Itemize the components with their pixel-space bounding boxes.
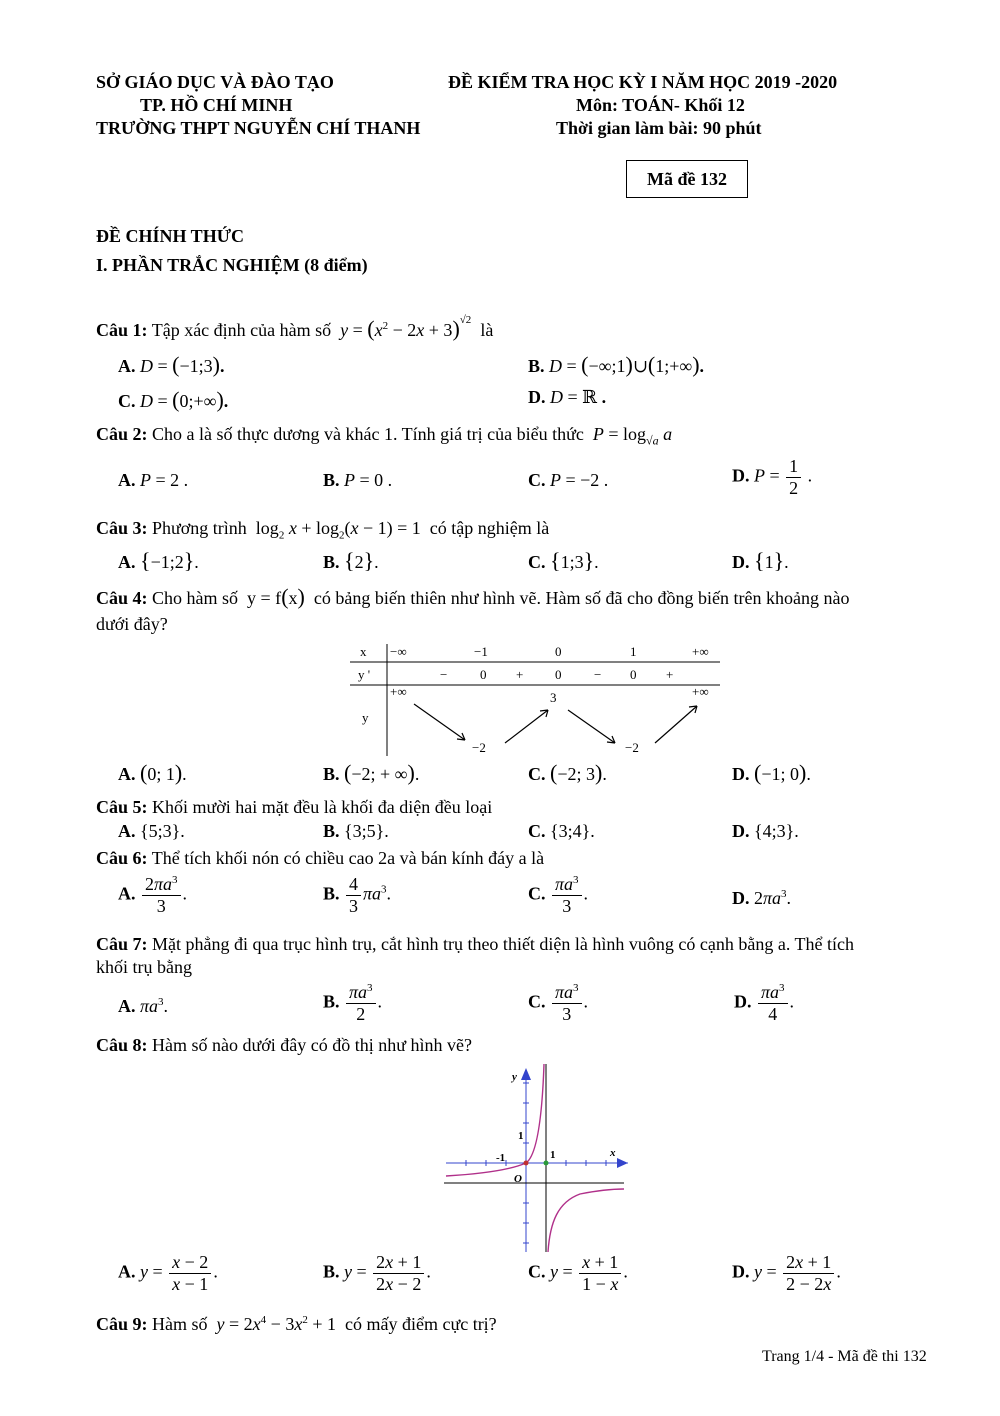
question-7: Câu 7: Mặt phẳng đi qua trục hình trụ, cắt hình trụ theo thiết diện là hình vuông có cạnh bằng a. Thể tích <box>96 934 855 954</box>
question-4-line2: dưới đây? <box>96 614 168 634</box>
graph-x1-label: 1 <box>550 1149 556 1161</box>
vt-sign-3: + <box>516 667 524 682</box>
graph-origin-label: O <box>514 1173 522 1185</box>
q6-option-d: D. $2\pi a^3$. <box>732 888 792 908</box>
vt-y-max: 3 <box>550 690 557 705</box>
question-6: Câu 6: Thể tích khối nón có chiều cao 2a và bán kính đáy a là <box>96 848 545 868</box>
vt-y-min2: −2 <box>625 740 639 755</box>
q7-option-a: A. $\pi a^3$. <box>118 996 169 1016</box>
page-footer: Trang 1/4 - Mã đề thi 132 <box>762 1348 927 1365</box>
q4-option-c: C. (−2; 3). <box>528 760 607 785</box>
vt-y-label: y <box>362 710 369 725</box>
vt-x-neginf: −∞ <box>390 644 407 659</box>
vt-sign-2: 0 <box>480 667 487 682</box>
q5-option-c: C. {3;4}. <box>528 821 595 841</box>
q8-option-d: D. y = $\frac{2x + 1}{2 - 2x}$ . <box>732 1252 841 1294</box>
q1-option-d: D. D = ℝ . <box>528 387 607 407</box>
exam-duration: Thời gian làm bài: 90 phút <box>556 118 762 138</box>
vt-y-posinf-left: +∞ <box>390 684 407 699</box>
question-2: Câu 2: Cho a là số thực dương và khác 1. Tính giá trị của biểu thức $P = \log_{√a} a$ <box>96 424 673 448</box>
q5-option-a: A. {5;3}. <box>118 821 185 841</box>
city-name: TP. HỒ CHÍ MINH <box>140 95 293 115</box>
q6-option-b: B. $\frac{4}{3}$ $\pi a^3$. <box>323 874 392 916</box>
exam-subject: Môn: TOÁN- Khối 12 <box>576 95 745 115</box>
q2-option-a: A. P = 2 . <box>118 470 189 490</box>
x-axis-arrow-icon <box>617 1158 628 1168</box>
y-axis-arrow-icon <box>521 1068 531 1080</box>
vt-sign-6: 0 <box>630 667 637 682</box>
q2-option-c: C. P = −2 . <box>528 470 609 490</box>
q5-option-d: D. {4;3}. <box>732 821 799 841</box>
vt-sign-4: 0 <box>555 667 562 682</box>
graph-y1-label: 1 <box>518 1130 524 1142</box>
official-label: ĐỀ CHÍNH THỨC <box>96 226 245 246</box>
q7-option-c: C. $\frac{\pi a^3}{3}$ . <box>528 982 589 1024</box>
vt-x-1: 1 <box>630 644 637 659</box>
q1-option-b: B. D = (−∞;1)∪(1;+∞). <box>528 352 705 377</box>
x-intercept-point-icon <box>544 1161 549 1166</box>
function-graph <box>440 1062 640 1256</box>
graph-x-label: x <box>610 1147 616 1159</box>
q3-option-a: A. {−1;2}. <box>118 548 199 573</box>
q3-option-c: C. {1;3}. <box>528 548 599 573</box>
q2-option-d: D. P = $\frac{1}{2}$ . <box>732 456 813 498</box>
graph-y-label: y <box>512 1071 517 1083</box>
exam-code-box: Mã đề 132 <box>626 160 748 198</box>
school-name: TRƯỜNG THPT NGUYỄN CHÍ THANH <box>96 118 421 138</box>
q1-option-c: C. D = (0;+∞). <box>118 387 229 412</box>
question-4: Câu 4: Cho hàm số y = f(x) có bảng biến thiên như hình vẽ. Hàm số đã cho đồng biến trên khoảng nào <box>96 584 850 609</box>
question-5: Câu 5: Khối mười hai mặt đều là khối đa diện đều loại <box>96 797 493 817</box>
question-7-line2: khối trụ bằng <box>96 957 192 977</box>
vt-x-0: 0 <box>555 644 562 659</box>
origin-point-icon <box>524 1161 529 1166</box>
q2-option-b: B. P = 0 . <box>323 470 393 490</box>
q1-option-a: A. D = (−1;3). <box>118 352 225 377</box>
vt-y-min1: −2 <box>472 740 486 755</box>
q7-option-d: D. $\frac{\pi a^3}{4}$ . <box>734 982 795 1024</box>
q6-option-c: C. $\frac{\pi a^3}{3}$ . <box>528 874 589 916</box>
q8-option-a: A. y = $\frac{x - 2}{x - 1}$ . <box>118 1252 218 1294</box>
q4-option-a: A. (0; 1). <box>118 760 187 785</box>
vt-yprime-label: y ' <box>358 667 371 682</box>
vt-x-label: x <box>360 644 367 659</box>
q4-option-d: D. (−1; 0). <box>732 760 811 785</box>
department-name: SỞ GIÁO DỤC VÀ ĐÀO TẠO <box>96 72 334 92</box>
exam-title: ĐỀ KIỂM TRA HỌC KỲ I NĂM HỌC 2019 -2020 <box>448 72 838 92</box>
question-9: Câu 9: Hàm số $y = 2x^4 - 3x^2 + 1$ có mấy điểm cực trị? <box>96 1314 497 1334</box>
vt-y-posinf-right: +∞ <box>692 684 709 699</box>
vt-sign-5: − <box>594 667 602 682</box>
variation-table <box>350 640 730 760</box>
vt-x-neg1: −1 <box>474 644 488 659</box>
q5-option-b: B. {3;5}. <box>323 821 389 841</box>
graph-neg1-label: -1 <box>496 1152 506 1164</box>
q8-option-b: B. y = $\frac{2x + 1}{2x - 2}$ . <box>323 1252 431 1294</box>
q8-option-c: C. y = $\frac{x + 1}{1 - x}$ . <box>528 1252 628 1294</box>
q6-option-a: A. $\frac{2\pi a^3}{3}$ . <box>118 874 188 916</box>
vt-x-posinf: +∞ <box>692 644 709 659</box>
question-1: Câu 1: Tập xác định của hàm số $y = (x^2 - 2x + 3)^{√2}$ là <box>96 314 494 341</box>
vt-sign-1: − <box>440 667 448 682</box>
question-8: Câu 8: Hàm số nào dưới đây có đồ thị như hình vẽ? <box>96 1035 472 1055</box>
question-3: Câu 3: Phương trình $\log_2 x + \log_2(x - 1) = 1$ có tập nghiệm là <box>96 518 550 542</box>
q3-option-b: B. {2}. <box>323 548 379 573</box>
q4-option-b: B. (−2; + ∞). <box>323 760 420 785</box>
section-title: I. PHẦN TRẮC NGHIỆM (8 điểm) <box>96 255 368 275</box>
vt-sign-7: + <box>666 667 674 682</box>
q3-option-d: D. {1}. <box>732 548 789 573</box>
q7-option-b: B. $\frac{\pi a^3}{2}$ . <box>323 982 383 1024</box>
